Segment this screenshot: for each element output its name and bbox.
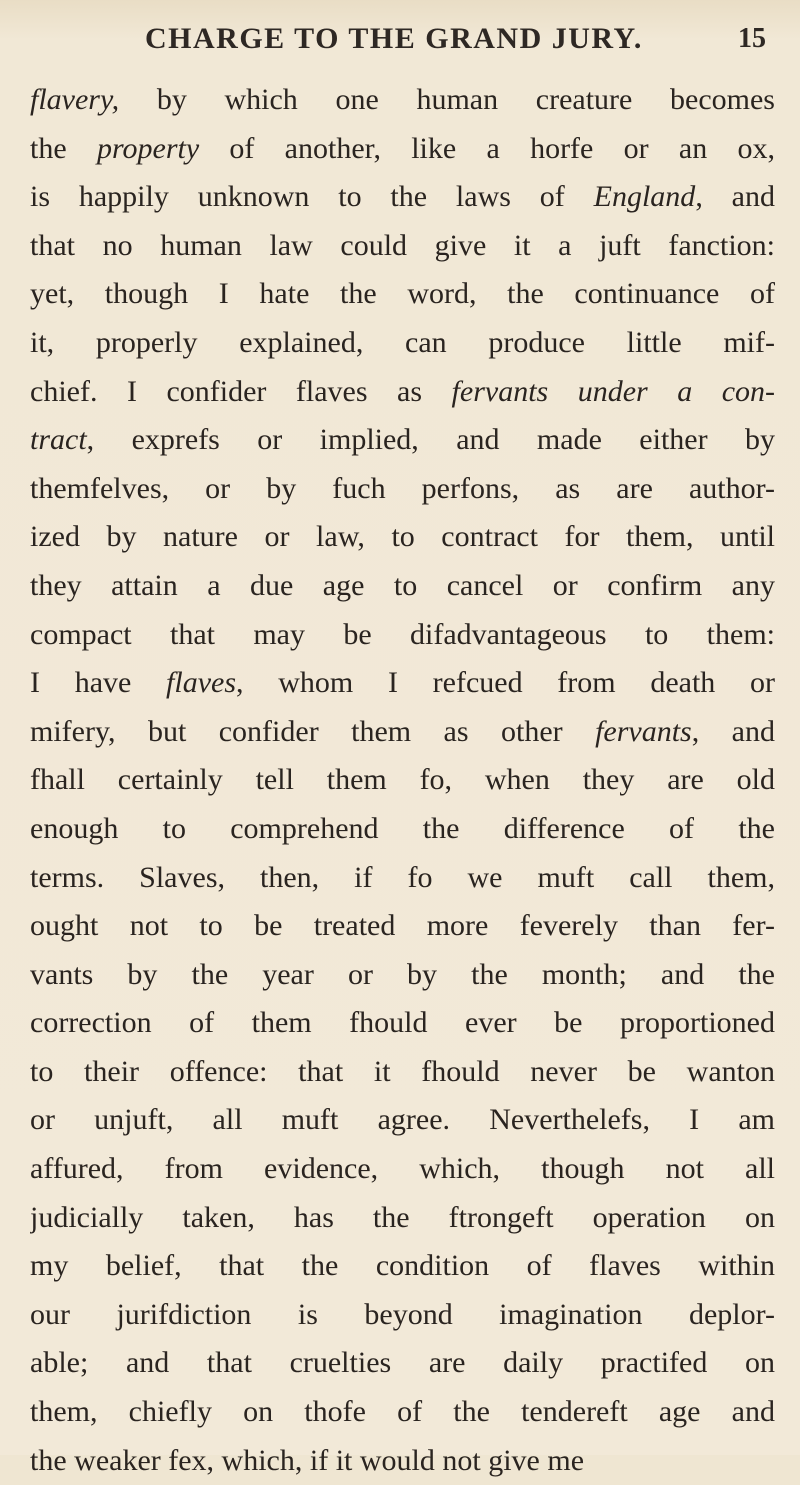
text-roman: by which one human creature becomes (119, 83, 775, 116)
body-text (30, 76, 775, 1485)
text-italic: fervants under a con- (451, 374, 775, 408)
text-line (30, 76, 775, 125)
text-roman: , exprefs or implied, and made either by (86, 423, 775, 457)
text-line (30, 854, 775, 903)
text-line (30, 1339, 775, 1388)
text-roman: the weaker fex, which, if it would not give me (30, 1443, 585, 1477)
text-roman: judicially taken, has the ftrongeft operation on (30, 1200, 775, 1234)
text-italic: England (593, 180, 696, 214)
text-roman: correction of them fhould ever be proportioned (30, 1006, 775, 1040)
text-roman: our jurifdiction is beyond imagination deplor- (30, 1297, 775, 1331)
text-line (30, 368, 775, 417)
text-line (30, 562, 775, 611)
text-roman: , whom I refcued from death or (236, 666, 775, 700)
text-roman: the (30, 131, 97, 165)
text-roman: to their offence: that it fhould never be wanton (30, 1054, 775, 1088)
text-line (30, 1291, 775, 1340)
text-italic: flavery, (30, 83, 120, 116)
text-line (30, 125, 775, 174)
text-line (30, 951, 775, 1000)
running-head (0, 14, 800, 64)
text-roman: enough to comprehend the difference of the (30, 811, 775, 845)
text-line (30, 1437, 775, 1485)
text-line (30, 270, 775, 319)
text-roman: ought not to be treated more feverely than fer- (30, 909, 775, 943)
text-line (30, 1048, 775, 1097)
text-line (30, 756, 775, 805)
running-title: CHARGE TO THE GRAND JURY. (145, 22, 643, 55)
text-line (30, 319, 775, 368)
text-line (30, 805, 775, 854)
text-line (30, 999, 775, 1048)
text-line (30, 708, 775, 757)
text-roman: , and (695, 180, 775, 214)
text-roman: I have (30, 666, 167, 700)
text-roman: affured, from evidence, which, though not all (30, 1152, 775, 1186)
text-line (30, 465, 775, 514)
text-line (30, 1388, 775, 1437)
text-roman: compact that may be difadvantageous to them: (30, 617, 775, 651)
text-roman: my belief, that the condition of flaves within (30, 1249, 775, 1283)
text-roman: terms. Slaves, then, if fo we muft call them, (30, 860, 775, 894)
text-line (30, 173, 775, 222)
text-line (30, 222, 775, 271)
page-number: 15 (738, 23, 766, 54)
text-roman: of another, like a horfe or an ox, (199, 131, 775, 165)
text-roman: them, chiefly on thofe of the tendereft age and (30, 1395, 775, 1429)
text-roman: it, properly explained, can produce little mif- (30, 325, 775, 359)
text-line (30, 513, 775, 562)
text-roman: vants by the year or by the month; and the (30, 957, 775, 991)
text-line (30, 1145, 775, 1194)
text-roman: they attain a due age to cancel or confirm any (30, 568, 775, 602)
text-roman: mifery, but confider them as other (30, 714, 596, 748)
text-line (30, 1242, 775, 1291)
text-line (30, 611, 775, 660)
text-roman: fhall certainly tell them fo, when they are old (30, 763, 775, 797)
text-roman: chief. I confider flaves as (30, 374, 452, 408)
text-line (30, 1096, 775, 1145)
text-roman: or unjuft, all muft agree. Neverthelefs, I am (30, 1103, 775, 1137)
text-roman: is happily unknown to the laws of (30, 180, 594, 214)
text-italic: property (96, 131, 200, 165)
text-roman: able; and that cruelties are daily practifed on (30, 1346, 775, 1380)
text-roman: , and (691, 714, 775, 748)
text-line (30, 1194, 775, 1243)
text-italic: fervants (595, 714, 692, 748)
text-roman: yet, though I hate the word, the continuance of (30, 277, 775, 311)
text-roman: themfelves, or by fuch perfons, as are author- (30, 471, 775, 505)
text-roman: that no human law could give it a juft fanction: (30, 228, 775, 262)
text-line (30, 659, 775, 708)
text-line (30, 416, 775, 465)
text-italic: tract (30, 423, 87, 457)
text-roman: ized by nature or law, to contract for them, until (30, 520, 775, 554)
text-line (30, 902, 775, 951)
text-italic: flaves (166, 666, 237, 700)
